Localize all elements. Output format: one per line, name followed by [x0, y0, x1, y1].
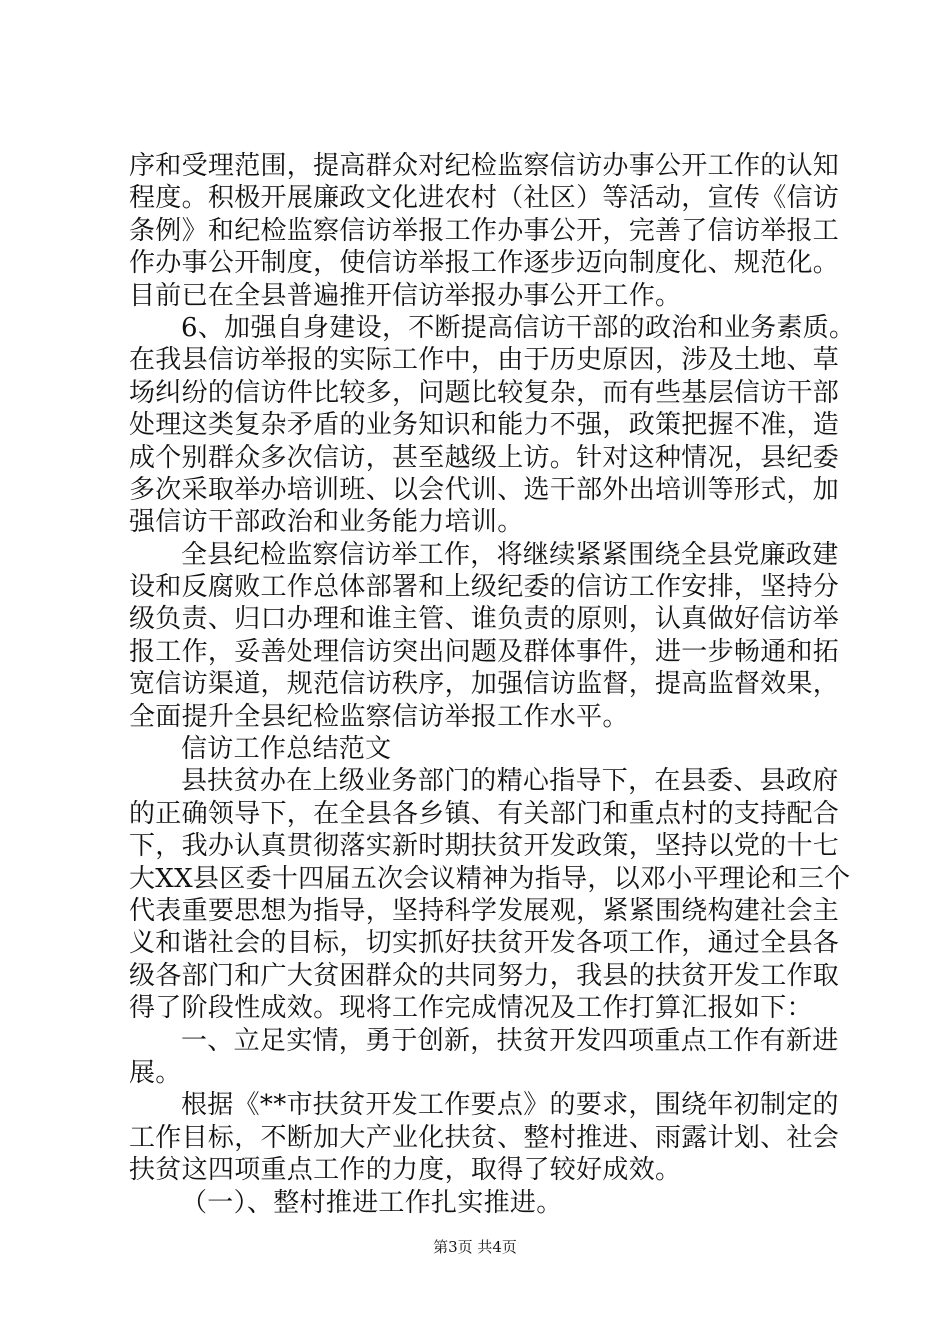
text-line: （一）、整村推进工作扎实推进。	[181, 1187, 563, 1218]
text-line: 级负责、归口办理和谁主管、谁负责的原则，认真做好信访举	[129, 604, 840, 635]
text-line: 宽信访渠道，规范信访秩序，加强信访监督，提高监督效果，	[129, 669, 840, 700]
text-line: 程度。积极开展廉政文化进农村（社区）等活动，宣传《信访	[129, 183, 840, 214]
text-line: 报工作，妥善处理信访突出问题及群体事件，进一步畅通和拓	[129, 636, 840, 667]
text-line: 县扶贫办在上级业务部门的精心指导下，在县委、县政府	[181, 766, 839, 797]
text-line: 扶贫这四项重点工作的力度，取得了较好成效。	[129, 1155, 682, 1186]
text-line: 多次采取举办培训班、以会代训、选干部外出培训等形式，加	[129, 474, 840, 505]
text-line: 的正确领导下，在全县各乡镇、有关部门和重点村的支持配合	[129, 798, 840, 829]
text-line: 展。	[129, 1057, 182, 1088]
text-line: 义和谐社会的目标，切实抓好扶贫开发各项工作，通过全县各	[129, 928, 840, 959]
text-line: 设和反腐败工作总体部署和上级纪委的信访工作安排，坚持分	[129, 572, 840, 603]
text-line: 全县纪检监察信访举工作，将继续紧紧围绕全县党廉政建	[181, 539, 839, 570]
page-footer: 第3页 共4页	[433, 1238, 517, 1256]
text-line: 条例》和纪检监察信访举报工作办事公开，完善了信访举报工	[129, 215, 840, 246]
body-text	[129, 150, 856, 1219]
text-line: 信访工作总结范文	[181, 734, 392, 765]
text-line: 级各部门和广大贫困群众的共同努力，我县的扶贫开发工作取	[129, 960, 840, 991]
text-line: 强信访干部政治和业务能力培训。	[129, 507, 524, 538]
text-line: 场纠纷的信访件比较多，问题比较复杂，而有些基层信访干部	[129, 377, 840, 408]
text-line: 得了阶段性成效。现将工作完成情况及工作打算汇报如下：	[129, 993, 813, 1024]
text-line: 代表重要思想为指导，坚持科学发展观，紧紧围绕构建社会主	[129, 895, 840, 926]
text-line: 一、立足实情，勇于创新，扶贫开发四项重点工作有新进	[181, 1025, 839, 1056]
text-line: 大XX县区委十四届五次会议精神为指导，以邓小平理论和三个	[129, 863, 851, 894]
text-line: 序和受理范围，提高群众对纪检监察信访办事公开工作的认知	[129, 151, 840, 181]
text-line: 在我县信访举报的实际工作中，由于历史原因，涉及土地、草	[129, 345, 840, 376]
text-line: 成个别群众多次信访，甚至越级上访。针对这种情况，县纪委	[129, 442, 840, 473]
text-line: 作办事公开制度，使信访举报工作逐步迈向制度化、规范化。	[129, 248, 840, 279]
text-line: 根据《**市扶贫开发工作要点》的要求，围绕年初制定的	[181, 1090, 839, 1121]
text-line: 工作目标，不断加大产业化扶贫、整村推进、雨露计划、社会	[129, 1122, 840, 1153]
text-line: 全面提升全县纪检监察信访举报工作水平。	[129, 701, 629, 732]
text-line: 目前已在全县普遍推开信访举报办事公开工作。	[129, 280, 682, 311]
text-line: 下，我办认真贯彻落实新时期扶贫开发政策，坚持以党的十七	[129, 831, 840, 862]
text-line: 处理这类复杂矛盾的业务知识和能力不强，政策把握不准，造	[129, 410, 840, 441]
text-line: 6、加强自身建设，不断提高信访干部的政治和业务素质。	[181, 312, 856, 343]
